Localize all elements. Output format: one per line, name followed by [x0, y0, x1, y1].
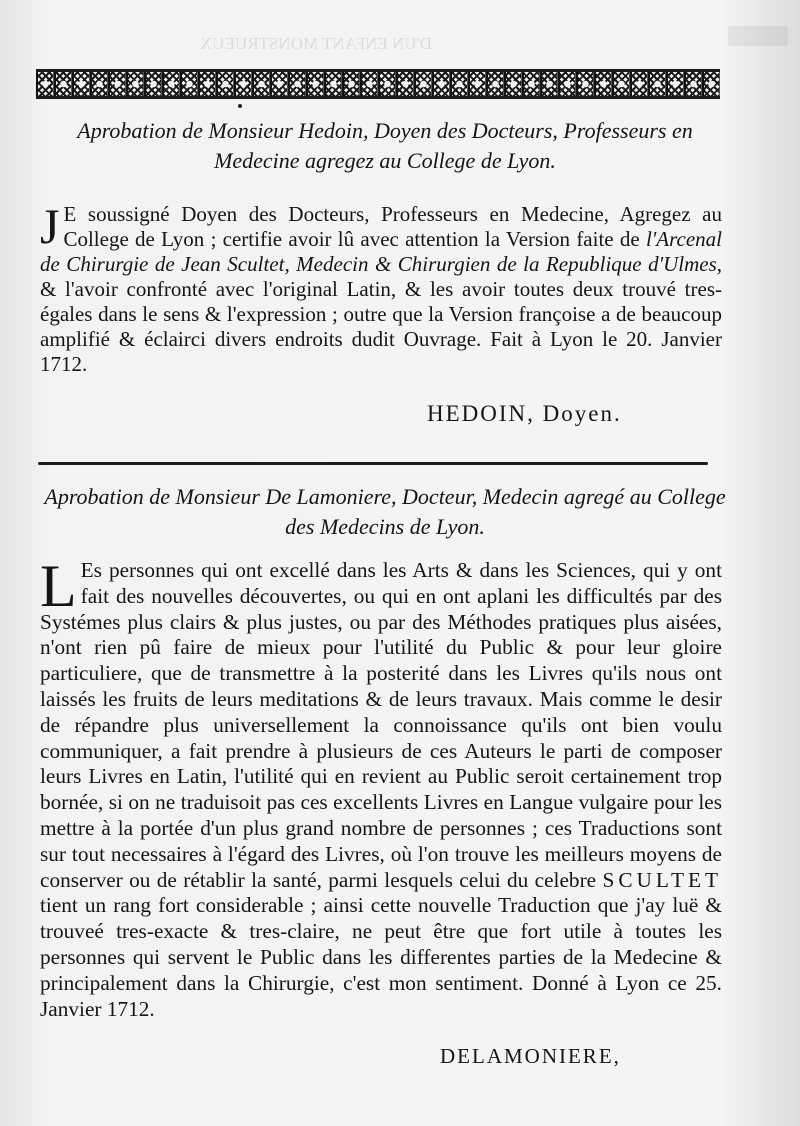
ornament-tile	[180, 72, 198, 96]
ornament-tile	[702, 72, 720, 96]
ornament-tile	[126, 72, 144, 96]
approbation-1-text-a: E soussigné Doyen des Docteurs, Professeurs en Medecine, Agregez au College de Lyon ; certifie avoir lû avec attention la Version faite de	[63, 202, 722, 251]
ornament-tile	[36, 72, 54, 96]
ornament-tile	[72, 72, 90, 96]
ornament-tile	[594, 72, 612, 96]
ornament-tile	[54, 72, 72, 96]
ornament-tile	[288, 72, 306, 96]
ornament-tile	[432, 72, 450, 96]
ornamental-band-icon	[36, 69, 720, 99]
ornament-tile	[558, 72, 576, 96]
approbation-2-text-a: Es personnes qui ont excellé dans les Arts & dans les Sciences, qui y ont fait des nouvelles découvertes, ou qui en ont aplani les difficultés par des Systémes plus clairs & plus justes, ou par des Méthodes pratiques plus aisées, n'ont rien pû faire de mieux pour l'utilité du Public & pour leur gloire particuliere, que de transmettre à la posterité dans les Livres qu'ils nous ont laissés les fruits de leurs meditations & de leurs travaux. Mais comme le desir de répandre plus universellement la connoissance qu'ils ont bien voulu communiquer, a fait prendre à plusieurs de ces Auteurs le parti de composer leurs Livres en Latin, l'utilité qui en revient au Public seroit certainement trop bornée, si on ne traduisoit pas ces excellents Livres en Langue vulgaire pour les mettre à la portée d'un plus grand nombre de personnes ; ces Traductions sont sur tout necessaires à l'égard des Livres, où l'on trouve les meilleurs moyens de conserver ou de rétablir la santé, parmi lesquels celui du celebre	[40, 558, 722, 892]
name-scultet: SCULTET	[602, 867, 722, 892]
ornament-tile	[342, 72, 360, 96]
approbation-2-text-b: tient un rang fort considerable ; ainsi cette nouvelle Traduction que j'ay luë & trouveé tres-exacte & tres-claire, ne peut être que fort utile à toutes les personnes qui servent le Public dans les differentes parties de la Medecine & principalement dans la Chirurgie, c'est mon sentiment. Donné à Lyon ce 25. Janvier 1712.	[40, 893, 722, 1021]
ornament-tile	[684, 72, 702, 96]
ornament-tile	[648, 72, 666, 96]
signature-hedoin: HEDOIN, Doyen.	[427, 401, 622, 426]
book-title: l'Arcenal de Chirurgie de Jean Scultet, Medecin & Chirurgien de la Republique d'Ulmes	[40, 227, 722, 276]
ornament-tile	[108, 72, 126, 96]
approbation-1-text	[40, 198, 722, 377]
approbation-2-text	[40, 553, 722, 1022]
ornament-tile	[666, 72, 684, 96]
ornament-tile	[324, 72, 342, 96]
ornament-tile	[198, 72, 216, 96]
ornament-tile	[378, 72, 396, 96]
ornament-tile	[450, 72, 468, 96]
signature-delamoniere: DELAMONIERE,	[440, 1044, 621, 1068]
ornament-tile	[360, 72, 378, 96]
ornament-tile	[144, 72, 162, 96]
ornament-tile	[306, 72, 324, 96]
ornament-tile	[396, 72, 414, 96]
ornament-tile	[252, 72, 270, 96]
ornament-tile	[612, 72, 630, 96]
dropcap-j: J	[40, 198, 60, 254]
ornament-tile	[630, 72, 648, 96]
ornament-dot	[238, 104, 242, 108]
approbation-1-text-b: , & l'avoir confronté avec l'original Latin, & les avoir toutes deux trouvé tres-égales dans le sens & l'expression ; outre que la Version françoise a de beaucoup amplifié & éclairci divers endroits dudit Ouvrage. Fait à Lyon le 20. Janvier 1712.	[40, 252, 722, 376]
approbation-1-heading: Aprobation de Monsieur Hedoin, Doyen des Docteurs, Professeurs en Medecine agregez au College de Lyon.	[77, 118, 693, 173]
section-divider	[38, 462, 708, 465]
page-corner-mark	[728, 26, 788, 46]
ornament-tile	[216, 72, 234, 96]
ornament-tile	[270, 72, 288, 96]
dropcap-l: L	[40, 553, 77, 619]
ornament-tile	[468, 72, 486, 96]
ornament-tile	[540, 72, 558, 96]
ornament-tile	[522, 72, 540, 96]
ornament-tile	[486, 72, 504, 96]
ornament-tile	[576, 72, 594, 96]
approbation-2-heading: Aprobation de Monsieur De Lamoniere, Docteur, Medecin agregé au College des Medecins de Lyon.	[44, 484, 726, 539]
ornament-tile	[504, 72, 522, 96]
ornament-tile	[90, 72, 108, 96]
ornament-tile	[234, 72, 252, 96]
bleed-through-header: D'UN ENFANT MONSTRUEUX	[200, 34, 432, 53]
ornament-tile	[414, 72, 432, 96]
ornament-tile	[162, 72, 180, 96]
